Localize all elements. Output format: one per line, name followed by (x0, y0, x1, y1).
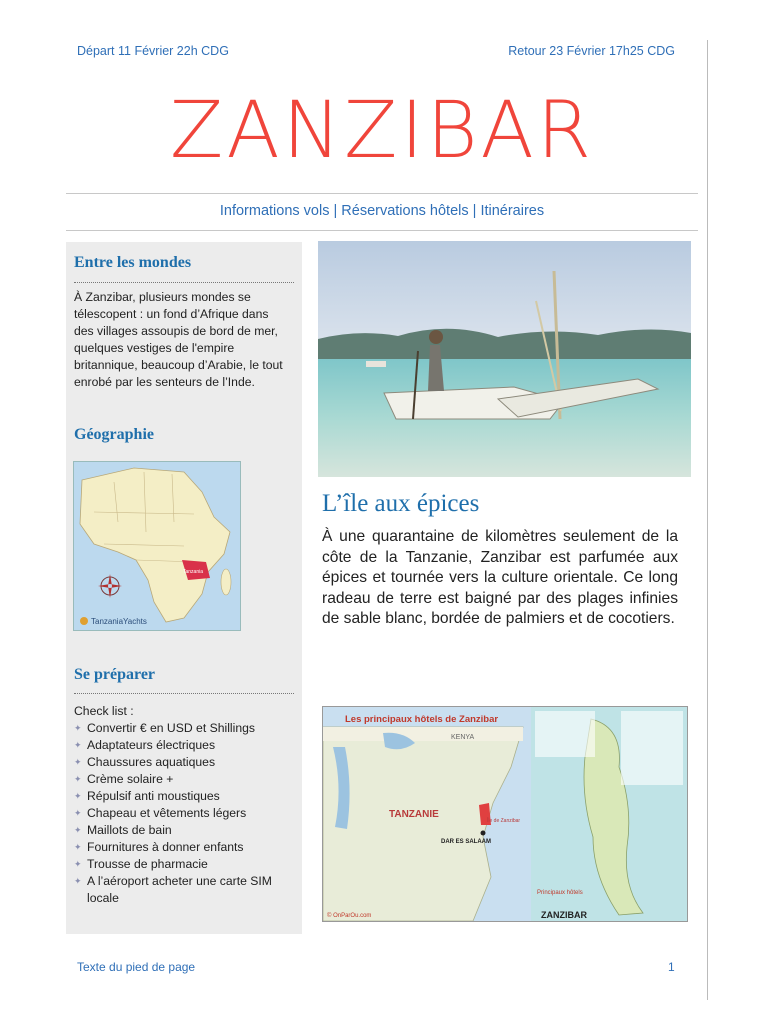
map-label-tanzanie: TANZANIE (389, 809, 439, 820)
inset-label-zanzibar: ZANZIBAR (541, 910, 587, 920)
brand-logo-icon (80, 617, 88, 625)
sidebar-heading-prepare: Se préparer (74, 666, 156, 683)
sidebar-text-worlds: À Zanzibar, plusieurs mondes se télescopent : un fond d’Afrique dans des villages assoupis de bord de mer, quelques vestiges de l'empire britannique, beaucoup d’Arabie, le tout enrobé par les senteurs de l’Inde. (74, 290, 283, 389)
departure-info: Départ 11 Février 22h CDG (77, 44, 229, 58)
return-info: Retour 23 Février 17h25 CDG (508, 44, 675, 58)
map-credit: © OnParOu.com (327, 913, 372, 919)
hotel-map-title: Les principaux hôtels de Zanzibar (345, 714, 499, 725)
sidebar (66, 242, 302, 934)
checklist-item: ✦ Crème solaire + (74, 771, 294, 788)
sidebar-heading-worlds: Entre les mondes (74, 254, 192, 271)
africa-map-graphic (74, 462, 240, 630)
hotels-map-image (322, 706, 688, 922)
nav-links: Informations vols | Réservations hôtels | Itinéraires (219, 203, 545, 219)
checklist-item: ✦ Convertir € en USD et Shillings (74, 720, 294, 737)
checklist-item: ✦ Maillots de bain (74, 822, 294, 839)
article-title: L’île aux épices (322, 490, 480, 517)
boat-photo-graphic (318, 241, 691, 477)
hotels-map-graphic (323, 707, 687, 921)
divider-top (66, 193, 698, 194)
article-body: À une quarantaine de kilomètres seulement de la côte de la Tanzanie, Zanzibar est parfumée aux épices et tournée vers la culture orientale. Ce long radeau de terre est baigné par des plages infinies de sable blanc, bordée de palmiers et de cocotiers. (322, 528, 678, 627)
page-number: 1 (668, 960, 675, 974)
checklist (74, 703, 294, 907)
divider-bottom (66, 230, 698, 231)
africa-map-image (73, 461, 241, 631)
checklist-item: ✦ A l’aéroport acheter une carte SIM locale (74, 873, 294, 907)
sidebar-divider (74, 693, 294, 694)
map-label-island: Île de Zanzibar (487, 818, 521, 824)
boat-photo (318, 241, 691, 477)
checklist-item: ✦ Trousse de pharmacie (74, 856, 294, 873)
checklist-item: ✦ Adaptateurs électriques (74, 737, 294, 754)
checklist-item: ✦ Fournitures à donner enfants (74, 839, 294, 856)
sidebar-divider (74, 282, 294, 283)
page-title: ZANZIBAR (169, 86, 595, 176)
map-label-dar: DAR ES SALAAM (441, 839, 492, 845)
map-label-tanzania: Tanzania (183, 569, 204, 575)
page-margin-line (707, 40, 708, 1000)
checklist-item: ✦ Répulsif anti moustiques (74, 788, 294, 805)
footer-text: Texte du pied de page (77, 960, 196, 974)
sidebar-heading-geography: Géographie (74, 426, 154, 443)
checklist-intro: Check list : (74, 704, 134, 718)
hotel-map-legend: Principaux hôtels (537, 890, 583, 896)
map-label-kenya: KENYA (451, 734, 475, 741)
checklist-item: ✦ Chaussures aquatiques (74, 754, 294, 771)
map-brand-label: TanzaniaYachts (91, 617, 147, 626)
checklist-item: ✦ Chapeau et vêtements légers (74, 805, 294, 822)
